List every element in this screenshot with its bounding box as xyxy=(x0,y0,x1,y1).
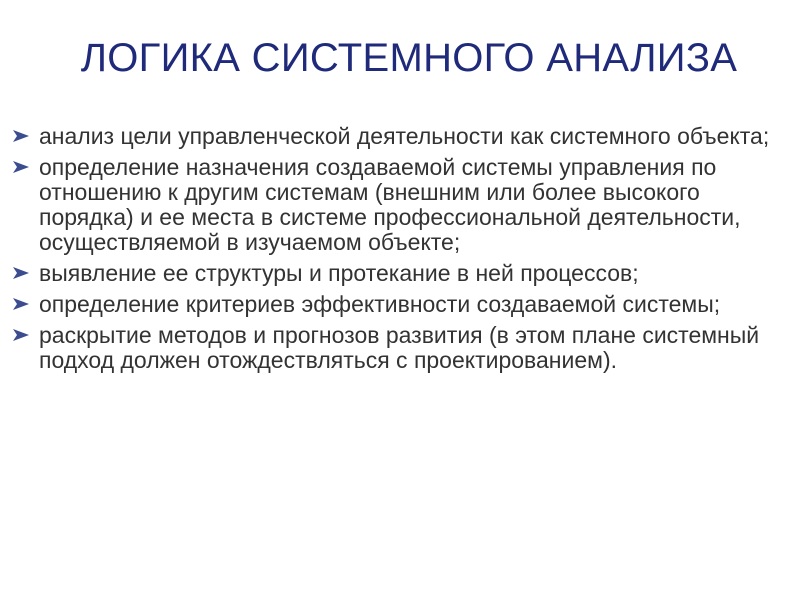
bullet-text: выявление ее структуры и протекание в ней процессов; xyxy=(39,260,639,286)
bullet-text: определение критериев эффективности создаваемой системы; xyxy=(39,291,721,317)
bullet-item xyxy=(12,155,782,255)
arrow-bullet-icon xyxy=(12,160,30,174)
bullet-item xyxy=(12,292,782,317)
arrow-bullet-icon xyxy=(12,266,30,280)
arrow-bullet-icon xyxy=(12,328,30,342)
bullet-text: раскрытие методов и прогнозов развития (в этом плане системный подход должен отождествляться с проектированием). xyxy=(39,322,760,373)
bullet-text: определение назначения создаваемой системы управления по отношению к другим системам (внешним или более высокого порядка) и ее места в системе профессиональной деятельности, осуществляемой в изучаемом объекте; xyxy=(39,154,741,255)
bullet-item xyxy=(12,124,782,149)
bullet-item xyxy=(12,323,782,373)
arrow-bullet-icon xyxy=(12,297,30,311)
slide-title: ЛОГИКА СИСТЕМНОГО АНАЛИЗА xyxy=(80,36,738,80)
bullet-text: анализ цели управленческой деятельности как системного объекта; xyxy=(39,123,770,149)
bullet-list xyxy=(12,124,782,379)
arrow-bullet-icon xyxy=(12,129,30,143)
bullet-item xyxy=(12,261,782,286)
